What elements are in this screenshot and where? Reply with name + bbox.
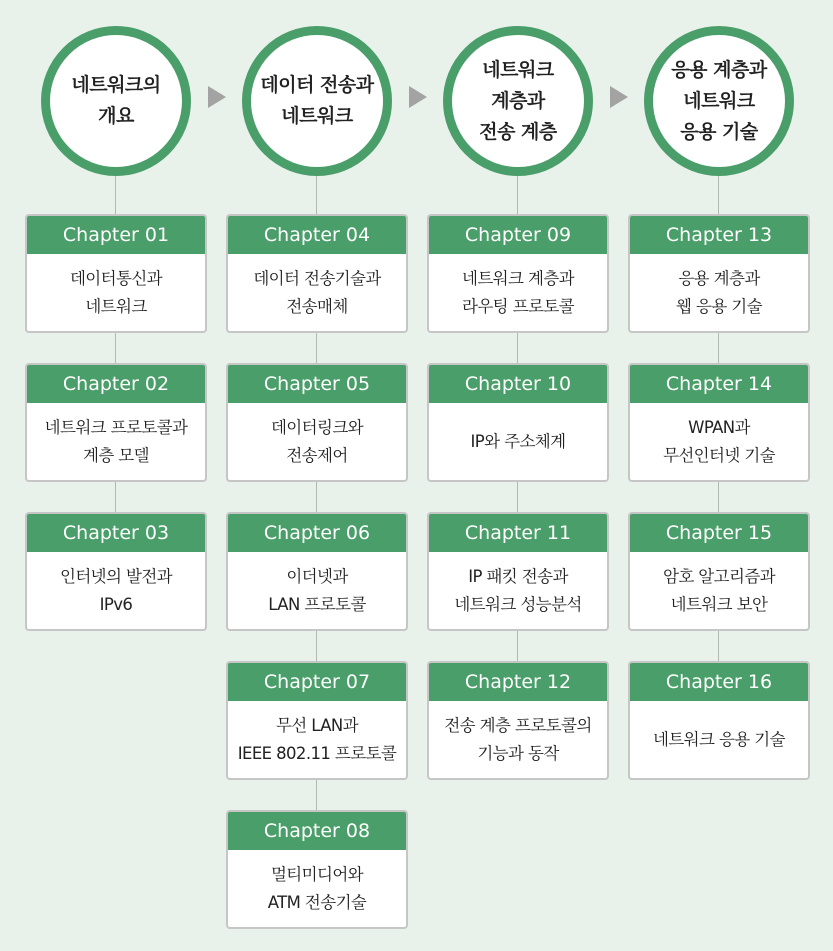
chapter-title: 암호 알고리즘과 네트워크 보안 xyxy=(662,566,776,614)
chapter-title: 네트워크 응용 기술 xyxy=(652,729,785,749)
chapter-title: 데이터통신과 네트워크 xyxy=(69,268,163,316)
chapter-label: Chapter 02 xyxy=(27,365,205,403)
chapter-title: 네트워크 프로토콜과 계층 모델 xyxy=(44,417,188,465)
chapter-card xyxy=(25,214,207,333)
chapter-card xyxy=(226,214,408,333)
chapter-title: 응용 계층과 웹 응용 기술 xyxy=(676,268,762,316)
chapter-title: WPAN과 무선인터넷 기술 xyxy=(662,417,776,465)
chapter-label: Chapter 03 xyxy=(27,514,205,552)
chapter-title: 데이터링크와 전송제어 xyxy=(270,417,364,465)
chapter-card xyxy=(226,363,408,482)
part-circle xyxy=(644,26,794,176)
chapter-card xyxy=(628,214,810,333)
chapter-title: 무선 LAN과 IEEE 802.11 프로토콜 xyxy=(237,715,397,763)
chapter-card xyxy=(226,810,408,929)
chapter-card xyxy=(628,661,810,780)
chapter-label: Chapter 10 xyxy=(429,365,607,403)
chapter-label: Chapter 09 xyxy=(429,216,607,254)
chapter-label: Chapter 14 xyxy=(630,365,808,403)
chapter-label: Chapter 01 xyxy=(27,216,205,254)
part-title: 응용 계층과 네트워크 응용 기술 xyxy=(671,58,767,143)
chapter-card xyxy=(25,512,207,631)
chapter-label: Chapter 13 xyxy=(630,216,808,254)
chapter-card xyxy=(226,512,408,631)
chapter-label: Chapter 05 xyxy=(228,365,406,403)
chapter-card xyxy=(427,363,609,482)
chapter-card xyxy=(427,512,609,631)
chapter-title: 전송 계층 프로토콜의 기능과 동작 xyxy=(444,715,592,763)
chapter-label: Chapter 16 xyxy=(630,663,808,701)
chapter-card xyxy=(226,661,408,780)
part-title: 데이터 전송과 네트워크 xyxy=(260,74,374,127)
part-circle xyxy=(242,26,392,176)
part-title: 네트워크 계층과 전송 계층 xyxy=(479,58,557,143)
chapter-title: IP 패킷 전송과 네트워크 성능분석 xyxy=(454,566,582,614)
part-column xyxy=(427,0,609,951)
part-column xyxy=(226,0,408,951)
chapter-label: Chapter 12 xyxy=(429,663,607,701)
chapter-card xyxy=(25,363,207,482)
chapter-title: 멀티미디어와 ATM 전송기술 xyxy=(267,864,367,912)
chapter-label: Chapter 15 xyxy=(630,514,808,552)
arrow-right-icon xyxy=(409,86,427,108)
part-column xyxy=(628,0,810,951)
chapter-label: Chapter 04 xyxy=(228,216,406,254)
chapter-title: 인터넷의 발전과 IPv6 xyxy=(59,566,173,614)
part-column xyxy=(25,0,207,951)
chapter-card xyxy=(427,214,609,333)
chapter-card xyxy=(628,512,810,631)
chapter-label: Chapter 06 xyxy=(228,514,406,552)
chapter-card xyxy=(427,661,609,780)
chapter-title: 데이터 전송기술과 전송매체 xyxy=(253,268,381,316)
arrow-right-icon xyxy=(610,86,628,108)
chapter-title: 이더넷과 LAN 프로토콜 xyxy=(268,566,366,614)
part-circle xyxy=(41,26,191,176)
chapter-card xyxy=(628,363,810,482)
chapter-title: IP와 주소체계 xyxy=(470,431,566,451)
arrow-right-icon xyxy=(208,86,226,108)
chapter-label: Chapter 11 xyxy=(429,514,607,552)
chapter-label: Chapter 07 xyxy=(228,663,406,701)
part-circle xyxy=(443,26,593,176)
chapter-label: Chapter 08 xyxy=(228,812,406,850)
part-title: 네트워크의 개요 xyxy=(71,74,161,127)
chapter-title: 네트워크 계층과 라우팅 프로토콜 xyxy=(461,268,575,316)
